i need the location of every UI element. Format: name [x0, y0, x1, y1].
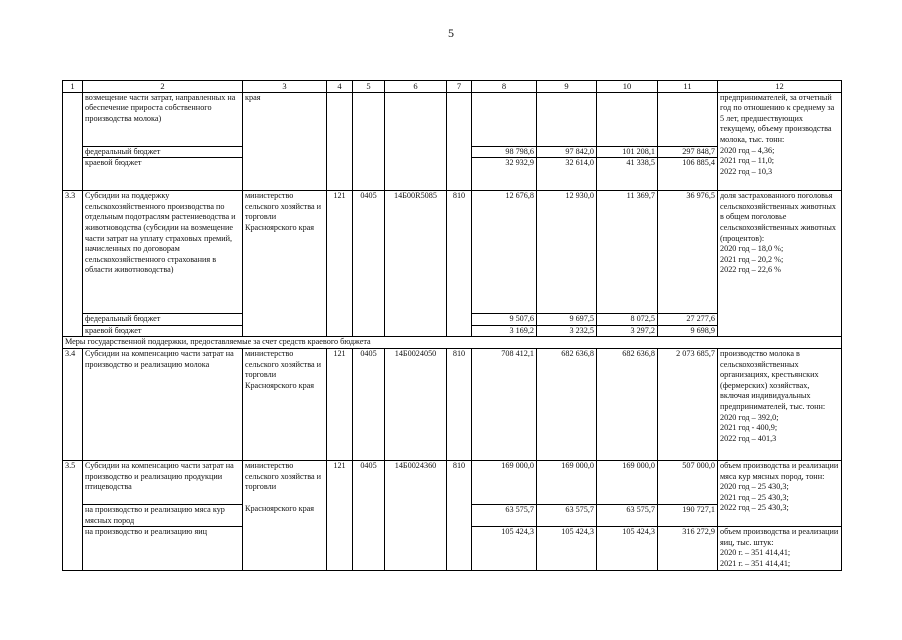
cell-code-4: 121 — [327, 191, 353, 337]
cell-value: 63 575,7 — [597, 504, 658, 526]
cell-organization: министерство сельского хозяйства и торговли Красноярского края — [243, 348, 327, 460]
cell-code-7 — [447, 92, 472, 191]
cell-value: 3 232,5 — [537, 325, 597, 337]
cell-activity-name: Субсидии на поддержку сельскохозяйственного производства по отдельным подотраслям растениеводства и животноводства (субсидии на возмещение части затрат на уплату страховых премий, начисленных по договорам сельскохозяйственного страхования в области животноводства) — [83, 191, 243, 314]
cell-code-6: 14Б0024050 — [385, 348, 447, 460]
cell-code-6: 14Б00R5085 — [385, 191, 447, 337]
cell-code-6: 14Б0024360 — [385, 460, 447, 570]
table-row — [63, 460, 842, 504]
cell-code-4: 121 — [327, 460, 353, 570]
cell-value — [597, 92, 658, 146]
cell-organization: министерство сельского хозяйства и торговли Красноярского края — [243, 191, 327, 337]
cell-value: 682 636,8 — [537, 348, 597, 460]
cell-code-5: 0405 — [353, 191, 385, 337]
cell-value — [658, 92, 718, 146]
cell-code-7: 810 — [447, 460, 472, 570]
cell-value: 32 932,9 — [472, 158, 537, 191]
cell-value: 27 277,6 — [658, 314, 718, 326]
cell-value: 507 000,0 — [658, 460, 718, 504]
cell-value: 190 727,1 — [658, 504, 718, 526]
cell-value: 12 930,0 — [537, 191, 597, 314]
cell-value: 105 424,3 — [472, 527, 537, 571]
header-cell: 5 — [353, 81, 385, 93]
cell-value: 11 369,7 — [597, 191, 658, 314]
cell-value: 708 412,1 — [472, 348, 537, 460]
cell-code-4: 121 — [327, 348, 353, 460]
cell-activity-name: Субсидии на компенсацию части затрат на производство и реализацию молока — [83, 348, 243, 460]
cell-number: 3.4 — [63, 348, 83, 460]
header-cell: 12 — [718, 81, 842, 93]
cell-value: 32 614,0 — [537, 158, 597, 191]
cell-value: 105 424,3 — [537, 527, 597, 571]
cell-activity-name: краевой бюджет — [83, 325, 243, 337]
header-cell: 8 — [472, 81, 537, 93]
cell-value: 9 697,5 — [537, 314, 597, 326]
cell-result: производство молока в сельскохозяйственных организациях, крестьянских (фермерских) хозяйствах, включая индивидуальных предпринимателей, тыс. тонн: 2020 год – 392,0; 2021 год - 400,9; 2022 год – 401,3 — [718, 348, 842, 460]
cell-result: предпринимателей, за отчетный год по отношению к среднему за 5 лет, предшествующих текущему, объему производства молока, тыс. тонн: 2020 год – 4,36; 2021 год – 11,0; 2022 год – 10,3 — [718, 92, 842, 191]
header-cell: 1 — [63, 81, 83, 93]
cell-code-6 — [385, 92, 447, 191]
cell-value: 3 297,2 — [597, 325, 658, 337]
cell-activity-name: возмещение части затрат, направленных на обеспечение прироста собственного производства молока) — [83, 92, 243, 146]
cell-value: 3 169,2 — [472, 325, 537, 337]
cell-value: 36 976,5 — [658, 191, 718, 314]
cell-activity-name: на производство и реализацию яиц — [83, 527, 243, 571]
header-cell: 2 — [83, 81, 243, 93]
header-cell: 9 — [537, 81, 597, 93]
program-activities-table — [62, 80, 842, 571]
table-row — [63, 92, 842, 146]
cell-value: 101 208,1 — [597, 146, 658, 158]
cell-number: 3.5 — [63, 460, 83, 570]
cell-value: 63 575,7 — [537, 504, 597, 526]
table-row — [63, 191, 842, 314]
cell-value: 106 885,4 — [658, 158, 718, 191]
cell-value: 12 676,8 — [472, 191, 537, 314]
cell-value: 8 072,5 — [597, 314, 658, 326]
page-number: 5 — [448, 26, 454, 40]
cell-code-4 — [327, 92, 353, 191]
cell-value: 2 073 685,7 — [658, 348, 718, 460]
section-title: Меры государственной поддержки, предоставляемые за счет средств краевого бюджета — [63, 337, 842, 349]
cell-result: доля застрахованного поголовья сельскохозяйственных животных в общем поголовье сельскохозяйственных животных (процентов): 2020 год – 18,0 %; 2021 год – 20,2 %; 2022 год – 22,6 % — [718, 191, 842, 337]
cell-activity-name: федеральный бюджет — [83, 146, 243, 158]
cell-activity-name: Субсидии на компенсацию части затрат на производство и реализацию продукции птицеводства — [83, 460, 243, 504]
cell-code-7: 810 — [447, 191, 472, 337]
cell-value: 682 636,8 — [597, 348, 658, 460]
cell-value: 169 000,0 — [537, 460, 597, 504]
cell-organization: Красноярского края — [243, 504, 327, 570]
header-cell: 4 — [327, 81, 353, 93]
cell-value: 63 575,7 — [472, 504, 537, 526]
cell-number: 3.3 — [63, 191, 83, 337]
cell-value: 169 000,0 — [597, 460, 658, 504]
cell-result: объем производства и реализации мяса кур мясных пород, тонн: 2020 год – 25 430,3; 2021 год – 25 430,3; 2022 год – 25 430,3; — [718, 460, 842, 526]
cell-value: 105 424,3 — [597, 527, 658, 571]
cell-activity-name: на производство и реализацию мяса кур мясных пород — [83, 504, 243, 526]
cell-value: 97 842,0 — [537, 146, 597, 158]
header-cell: 11 — [658, 81, 718, 93]
cell-value: 9 507,6 — [472, 314, 537, 326]
cell-value — [537, 92, 597, 146]
cell-value: 297 848,7 — [658, 146, 718, 158]
header-cell: 7 — [447, 81, 472, 93]
cell-value: 9 698,9 — [658, 325, 718, 337]
cell-value: 169 000,0 — [472, 460, 537, 504]
cell-organization: края — [243, 92, 327, 191]
cell-result: объем производства и реализации яиц, тыс. штук: 2020 г. – 351 414,41; 2021 г. – 351 414,41; — [718, 527, 842, 571]
cell-code-5: 0405 — [353, 460, 385, 570]
cell-number — [63, 92, 83, 191]
header-cell: 6 — [385, 81, 447, 93]
cell-organization: министерство сельского хозяйства и торговли — [243, 460, 327, 504]
cell-activity-name: краевой бюджет — [83, 158, 243, 191]
cell-value: 41 338,5 — [597, 158, 658, 191]
header-row — [63, 81, 842, 93]
cell-value: 316 272,9 — [658, 527, 718, 571]
cell-value: 98 798,6 — [472, 146, 537, 158]
cell-code-5: 0405 — [353, 348, 385, 460]
cell-code-7: 810 — [447, 348, 472, 460]
cell-code-5 — [353, 92, 385, 191]
table-row — [63, 348, 842, 460]
cell-value — [472, 92, 537, 146]
header-cell: 10 — [597, 81, 658, 93]
cell-activity-name: федеральный бюджет — [83, 314, 243, 326]
header-cell: 3 — [243, 81, 327, 93]
section-row — [63, 337, 842, 349]
